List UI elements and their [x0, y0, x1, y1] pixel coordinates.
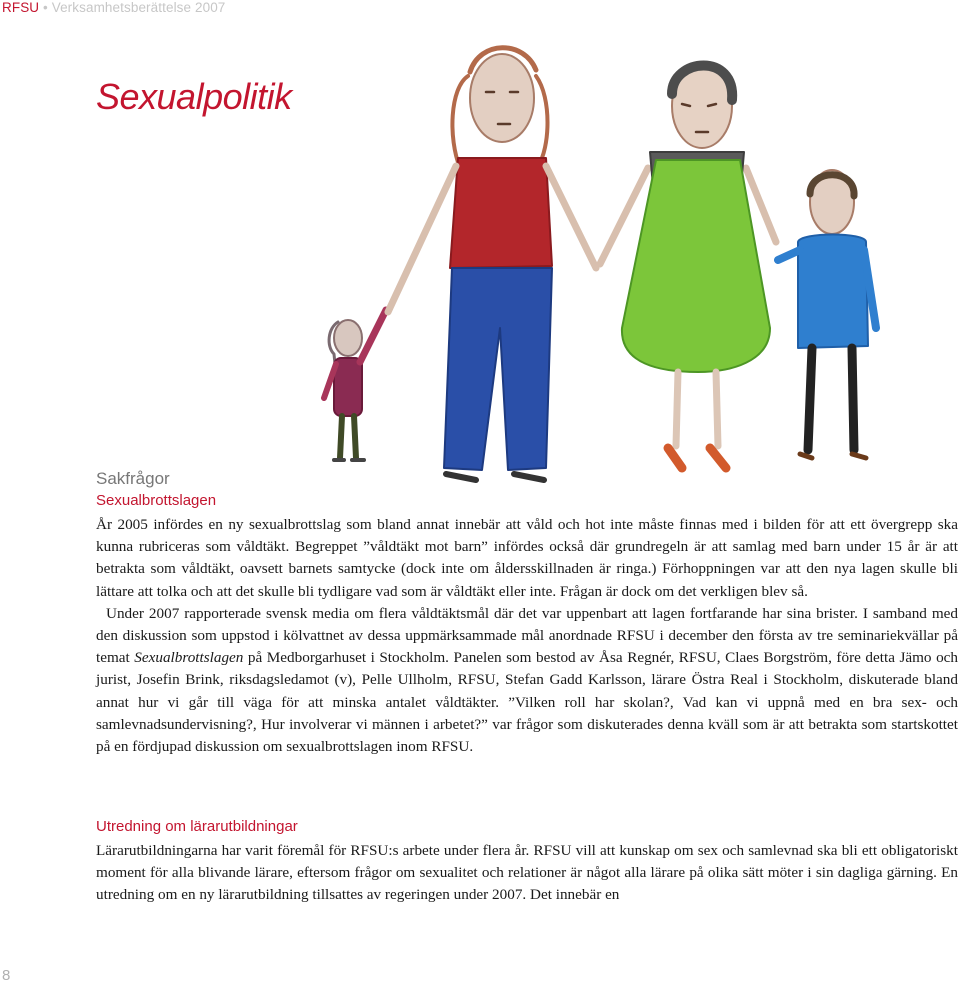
subheading-lararutbildningar: Utredning om lärarutbildningar: [96, 818, 298, 835]
subheading-sexualbrottslagen: Sexualbrottslagen: [96, 492, 217, 509]
figure-small-child: [324, 310, 386, 460]
family-drawing-illustration: [300, 28, 960, 498]
body-lararutbildningar: [96, 840, 958, 907]
page-number: 8: [2, 967, 11, 984]
paragraph-2-part-1: Under 2007 rapporterade svensk media om flera våldtäktsmål där det var uppenbart att lagen fortfarande har sina brister. I samband med den diskussion som uppstod i kölvattnet av dessa uppmärksammade mål anordnade RFSU i december den första av tre seminariekvällar på temat: [96, 604, 958, 667]
seminar-theme-title: Sexualbrottslagen: [134, 649, 244, 667]
header-separator: •: [43, 0, 48, 15]
paragraph-2: [96, 603, 958, 758]
paragraph-2-part-2: på Medborgarhuset i Stockholm. Panelen som bestod av Åsa Regnér, RFSU, Claes Borgström, före detta Jämo och jurist, Josefin Brink, riksdagsledamot (v), Pelle Ullholm, RFSU, Stefan Gadd Karlsson, lärare Östra Real i Stockholm, diskuterade bland annat hur vi går till väga för att minska antalet våldtäkter. ”Vilken roll har skolan?, Vad kan vi uppnå med en bra sex- och samlevnadsundervisning?, Hur involverar vi männen i arbetet?” var frågor som diskuterades denna kväll som är att betrakta som startskottet på en fördjupad diskussion om sexualbrottslagen inom RFSU.: [96, 649, 958, 756]
running-header: [2, 0, 225, 15]
body-sexualbrottslagen: [96, 514, 958, 758]
paragraph-3: Lärarutbildningarna har varit föremål för RFSU:s arbete under flera år. RFSU vill att kunskap om sex och samlevnad ska bli ett obligatoriskt moment för alla blivande lärare, eftersom frågor om sexualitet och relationer är något alla lärare på olika sätt möter i sin dagliga gärning. En utredning om en ny lärarutbildning tillsattes av regeringen under 2007. Det innebär en: [96, 842, 958, 904]
figure-boy-blue-sweater: [778, 170, 876, 458]
page-title: Sexualpolitik: [96, 76, 292, 117]
figure-woman-red-shirt: [388, 48, 596, 480]
section-heading: Sakfrågor: [96, 469, 170, 488]
header-publication: Verksamhetsberättelse 2007: [51, 0, 226, 15]
figure-woman-green-dress: [600, 64, 776, 468]
paragraph-1: År 2005 infördes en ny sexualbrottslag som bland annat innebär att våld och hot inte måste finnas med i bilden för att ett övergrepp ska kunna rubriceras som våldtäkt. Begreppet ”våldtäkt mot barn” infördes också där grundregeln är att samlag med barn under 15 år är att betrakta som våldtäkt, oavsett barnets samtycke (dock inte om åldersskillnaden är ringa.) Förhoppningen var att den nya lagen skulle bli lättare att tolka och att det skulle bli tydligare vad som är våldtäkt eller inte. Frågan är dock om det verkligen blev så.: [96, 516, 958, 600]
header-org: RFSU: [2, 0, 40, 15]
